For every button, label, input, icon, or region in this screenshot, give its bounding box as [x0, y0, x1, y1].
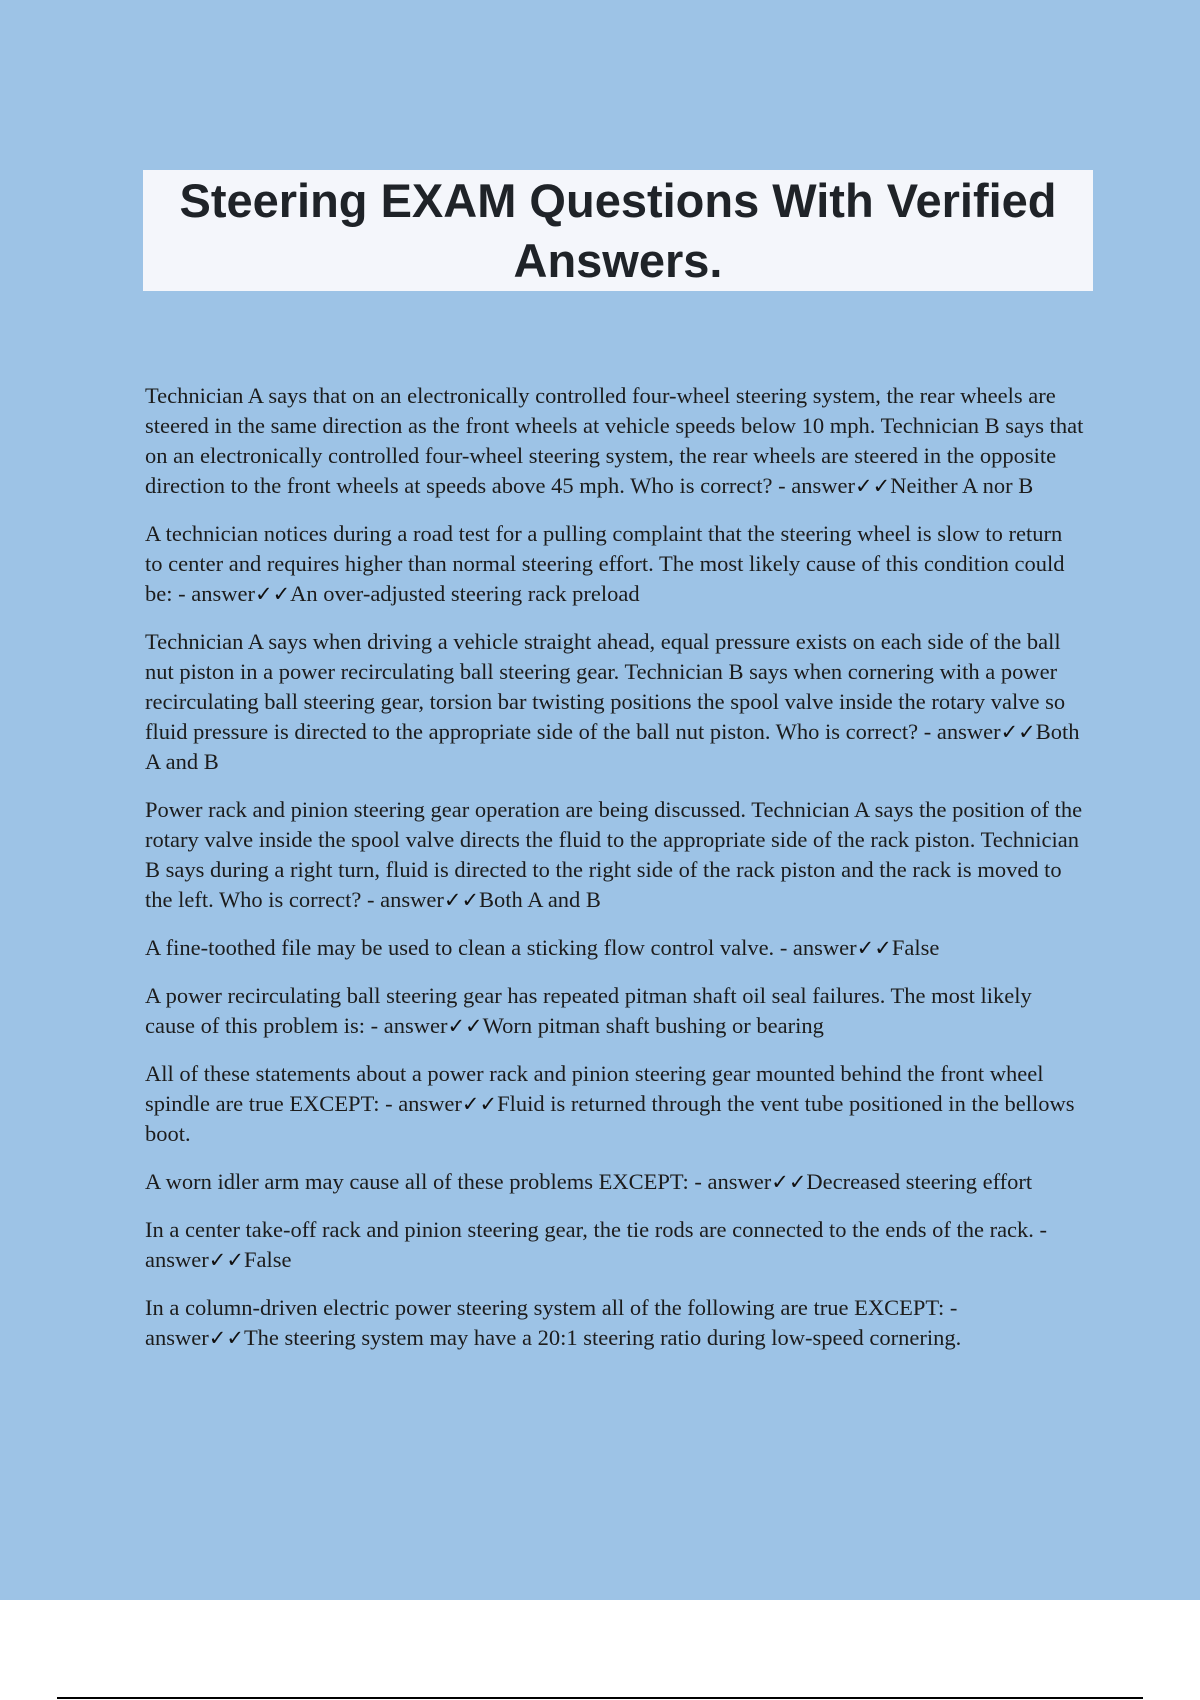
question-text: Technician A says that on an electronically controlled four-wheel steering system, the rear wheels are steered in the same direction as the front wheels at vehicle speeds below 10 mph. Technician B says that on an electronically controlled four-wheel steering system, the rear wheels are steered in the opposite direction to the front wheels at speeds above 45 mph. Who is correct? — [145, 383, 1084, 498]
question-item — [145, 519, 1085, 609]
answer-text: The steering system may have a 20:1 steering ratio during low-speed cornering. — [243, 1325, 962, 1350]
double-check-icon: ✓✓ — [208, 1248, 244, 1272]
footer-divider — [57, 1697, 1143, 1699]
question-text: A worn idler arm may cause all of these problems EXCEPT: — [145, 1169, 689, 1194]
question-text: A fine-toothed file may be used to clean a sticking flow control valve. — [145, 935, 775, 960]
title-banner — [143, 170, 1093, 291]
double-check-icon: ✓✓ — [855, 474, 891, 498]
question-item — [145, 1293, 1085, 1353]
question-text: All of these statements about a power rack and pinion steering gear mounted behind the front wheel spindle are true EXCEPT: — [145, 1061, 1044, 1116]
question-item — [145, 627, 1085, 777]
double-check-icon: ✓✓ — [771, 1170, 807, 1194]
question-item — [145, 1167, 1085, 1197]
answer-text: Worn pitman shaft bushing or bearing — [482, 1013, 824, 1038]
question-item — [145, 381, 1085, 501]
question-list — [145, 381, 1085, 1371]
question-text: In a column-driven electric power steering system all of the following are true EXCEPT: — [145, 1295, 945, 1320]
answer-text: Neither A nor B — [890, 473, 1034, 498]
answer-marker: - answer — [145, 1217, 1048, 1272]
double-check-icon: ✓✓ — [1000, 720, 1036, 744]
answer-marker: - answer — [774, 935, 857, 960]
question-text: Technician A says when driving a vehicle straight ahead, equal pressure exists on each side of the ball nut piston in a power recirculating ball steering gear. Technician B says when cornering with a power recirculating ball steering gear, torsion bar twisting positions the spool valve inside the rotary valve so fluid pressure is directed to the appropriate side of the ball nut piston. Who is correct? — [145, 629, 1066, 744]
answer-marker: - answer — [918, 719, 1001, 744]
double-check-icon: ✓✓ — [208, 1326, 244, 1350]
question-text: A technician notices during a road test for a pulling complaint that the steering wheel is slow to return to center and requires higher than normal steering effort. The most likely cause of this condition could be: — [145, 521, 1065, 606]
answer-marker: - answer — [172, 581, 255, 606]
answer-text: Decreased steering effort — [806, 1169, 1033, 1194]
answer-text: Both A and B — [145, 719, 1080, 774]
question-item — [145, 1059, 1085, 1149]
question-text: Power rack and pinion steering gear operation are being discussed. Technician A says the position of the rotary valve inside the spool valve directs the fluid to the appropriate side of the rack piston. Technician B says during a right turn, fluid is directed to the right side of the rack piston and the rack is moved to the left. Who is correct? — [145, 797, 1083, 912]
answer-marker: - answer — [379, 1091, 462, 1116]
question-text: In a center take-off rack and pinion steering gear, the tie rods are connected to the ends of the rack. — [145, 1217, 1034, 1242]
answer-text: Both A and B — [479, 887, 601, 912]
answer-marker: - answer — [772, 473, 855, 498]
question-item — [145, 795, 1085, 915]
answer-text: False — [891, 935, 940, 960]
answer-marker: - answer — [364, 1013, 448, 1038]
double-check-icon: ✓✓ — [254, 582, 291, 606]
document-title: Steering EXAM Questions With Verified Answers. — [179, 173, 1057, 287]
answer-text: Fluid is returned through the vent tube positioned in the bellows boot. — [145, 1091, 1075, 1146]
answer-text: An over-adjusted steering rack preload — [290, 581, 640, 606]
question-item — [145, 1215, 1085, 1275]
question-item — [145, 981, 1085, 1041]
double-check-icon: ✓✓ — [461, 1092, 498, 1116]
answer-marker: - answer — [145, 1295, 958, 1350]
double-check-icon: ✓✓ — [443, 888, 480, 912]
answer-text: False — [243, 1247, 292, 1272]
question-text: A power recirculating ball steering gear has repeated pitman shaft oil seal failures. The most likely cause of this problem is: — [145, 983, 1032, 1038]
answer-marker: - answer — [361, 887, 444, 912]
answer-marker: - answer — [688, 1169, 772, 1194]
question-item — [145, 933, 1085, 963]
double-check-icon: ✓✓ — [856, 936, 892, 960]
double-check-icon: ✓✓ — [447, 1014, 483, 1038]
